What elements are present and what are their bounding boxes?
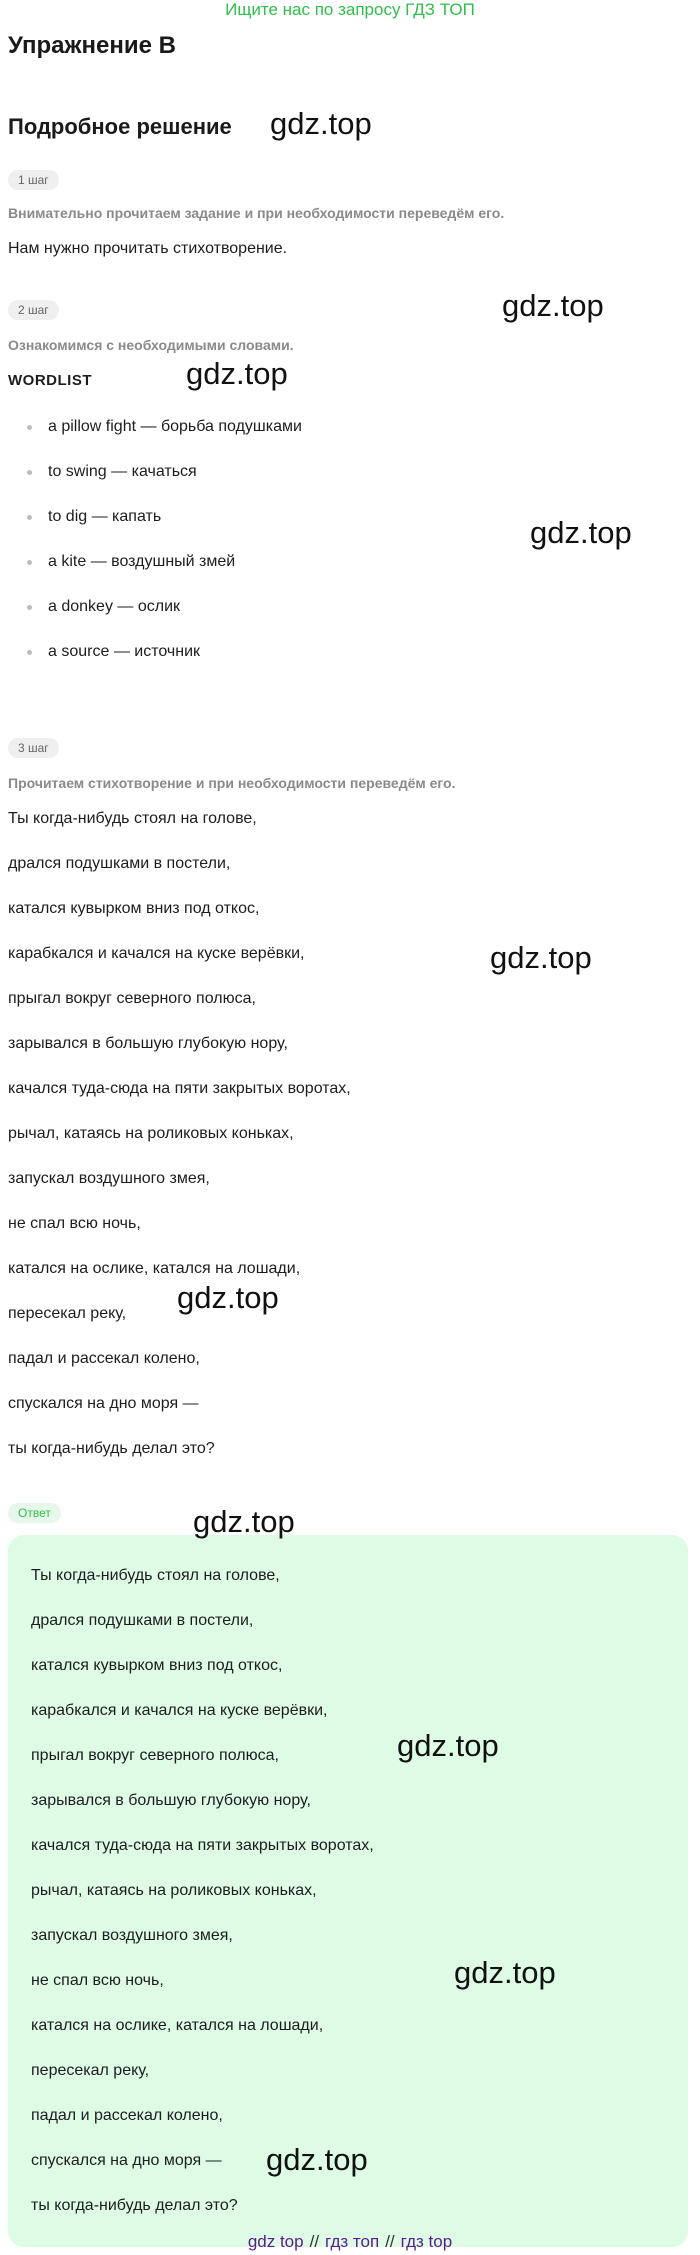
step-1-label: 1 шаг [8,170,59,190]
bullet-icon [27,560,32,565]
footer-link[interactable]: гдз топ [325,2232,380,2251]
word-entry: a donkey — ослик [48,598,180,615]
poem-line: падал и рассекал колено, [8,1350,200,1367]
poem-line: прыгал вокруг северного полюса, [8,990,256,1007]
solution-heading: Подробное решение [8,114,232,139]
list-item [22,463,302,508]
list-item [22,553,302,598]
poem-line: зарывался в большую глубокую нору, [8,1035,288,1052]
list-item [22,508,302,553]
bullet-icon [27,470,32,475]
word-entry: a kite — воздушный змей [48,553,236,570]
answer-line: дрался подушками в постели, [31,1612,254,1629]
answer-line: карабкался и качался на куске верёвки, [31,1702,328,1719]
list-item [22,643,302,688]
answer-line: зарывался в большую глубокую нору, [31,1792,311,1809]
watermark: gdz.top [270,106,372,141]
watermark: gdz.top [193,1504,295,1539]
step-2-badge [8,300,59,320]
step-2-label: 2 шаг [8,300,59,320]
top-search-banner[interactable]: Ищите нас по запросу ГДЗ ТОП [225,0,475,19]
step-2-description: Ознакомимся с необходимыми словами. [8,337,294,353]
answer-line: катался кувырком вниз под откос, [31,1657,283,1674]
bullet-icon [27,515,32,520]
answer-line: качался туда-сюда на пяти закрытых воротах, [31,1837,374,1854]
answer-line: Ты когда-нибудь стоял на голове, [31,1567,280,1584]
answer-line: ты когда-нибудь делал это? [31,2197,238,2214]
watermark: gdz.top [490,940,592,975]
watermark: gdz.top [266,2142,368,2177]
watermark: gdz.top [454,1955,556,1990]
answer-label: Ответ [8,1503,61,1523]
wordlist-title: WORDLIST [8,372,92,389]
word-entry: a pillow fight — борьба подушками [48,418,302,435]
footer-separator: // [385,2232,395,2251]
poem-line: качался туда-сюда на пяти закрытых воротах, [8,1080,351,1097]
answer-line: не спал всю ночь, [31,1972,164,1989]
bullet-icon [27,425,32,430]
answer-badge [8,1503,61,1523]
answer-line: падал и рассекал колено, [31,2107,223,2124]
footer-link[interactable]: gdz top [247,2232,304,2251]
footer-links [0,2232,700,2252]
step-3-description: Прочитаем стихотворение и при необходимости переведём его. [8,775,456,791]
poem-line: карабкался и качался на куске верёвки, [8,945,305,962]
answer-line: рычал, катаясь на роликовых коньках, [31,1882,317,1899]
watermark: gdz.top [186,356,288,391]
step-1-description: Внимательно прочитаем задание и при необходимости переведём его. [8,205,505,221]
list-item [22,598,302,643]
list-item [22,418,302,463]
answer-poem [31,1567,374,2242]
step-3-badge [8,738,59,758]
poem-line: запускал воздушного змея, [8,1170,210,1187]
poem-line: дрался подушками в постели, [8,855,231,872]
step-3-label: 3 шаг [8,738,59,758]
poem-translation [8,810,351,1485]
poem-line: ты когда-нибудь делал это? [8,1440,215,1457]
wordlist [22,418,302,688]
watermark: gdz.top [502,288,604,323]
step-1-badge [8,170,59,190]
poem-line: не спал всю ночь, [8,1215,141,1232]
page-title: Упражнение B [8,32,176,59]
answer-line: катался на ослике, катался на лошади, [31,2017,324,2034]
answer-line: запускал воздушного змея, [31,1927,233,1944]
word-entry: to dig — капать [48,508,162,525]
word-entry: to swing — качаться [48,463,197,480]
step-1-text: Нам нужно прочитать стихотворение. [8,240,288,257]
answer-line: прыгал вокруг северного полюса, [31,1747,279,1764]
footer-separator: // [309,2232,320,2251]
bullet-icon [27,650,32,655]
poem-line: рычал, катаясь на роликовых коньках, [8,1125,294,1142]
watermark: gdz.top [530,515,632,550]
poem-line: катался кувырком вниз под откос, [8,900,260,917]
poem-line: катался на ослике, катался на лошади, [8,1260,301,1277]
word-entry: a source — источник [48,643,200,660]
poem-line: пересекал реку, [8,1305,127,1322]
footer-link[interactable]: гдз top [400,2232,453,2251]
bullet-icon [27,605,32,610]
poem-line: Ты когда-нибудь стоял на голове, [8,810,257,827]
watermark: gdz.top [397,1728,499,1763]
watermark: gdz.top [177,1280,279,1315]
answer-line: спускался на дно моря — [31,2152,222,2169]
poem-line: спускался на дно моря — [8,1395,199,1412]
answer-line: пересекал реку, [31,2062,150,2079]
